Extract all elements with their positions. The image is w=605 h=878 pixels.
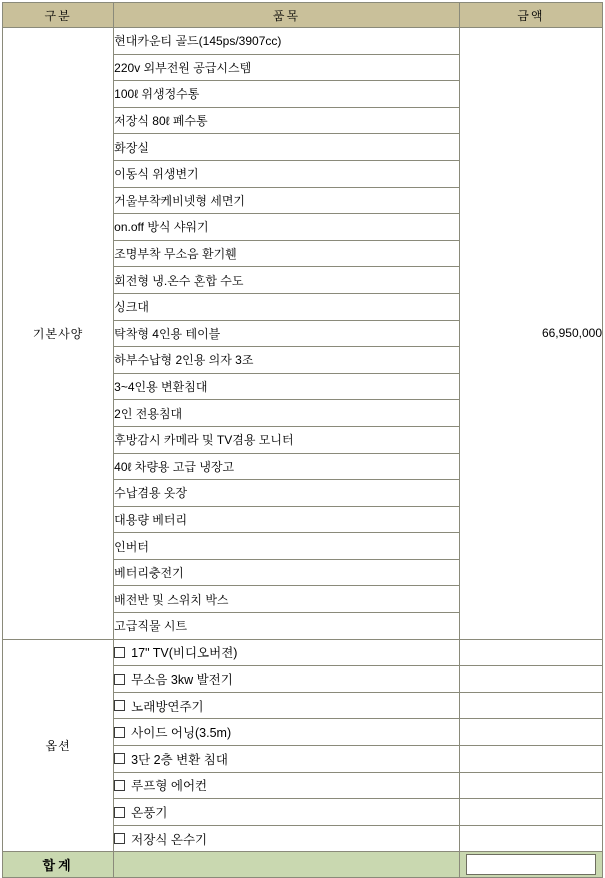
item-label: 탁착형 4인용 테이블 bbox=[114, 320, 460, 347]
item-label: 대용량 베터리 bbox=[114, 506, 460, 533]
option-label: 온풍기 bbox=[131, 806, 168, 821]
item-label: 후방감시 카메라 및 TV겸용 모니터 bbox=[114, 426, 460, 453]
option-item bbox=[114, 746, 460, 773]
amount-option bbox=[459, 692, 602, 719]
item-label: 저장식 80ℓ 폐수통 bbox=[114, 107, 460, 134]
option-item bbox=[114, 772, 460, 799]
header-category: 구분 bbox=[3, 3, 114, 28]
checkbox-icon[interactable] bbox=[114, 647, 125, 658]
amount-option bbox=[459, 799, 602, 826]
item-label: 거울부착케비넷형 세면기 bbox=[114, 187, 460, 214]
option-label: 루프형 에어컨 bbox=[131, 779, 208, 794]
option-label: 노래방연주기 bbox=[131, 699, 204, 714]
item-label: 이동식 위생변기 bbox=[114, 160, 460, 187]
item-label: 베터리충전기 bbox=[114, 559, 460, 586]
option-label: 3단 2층 변환 침대 bbox=[131, 752, 228, 767]
category-option-label: 옵션 bbox=[3, 639, 114, 852]
amount-option bbox=[459, 825, 602, 852]
total-label: 합계 bbox=[3, 852, 114, 878]
item-label: 2인 전용침대 bbox=[114, 400, 460, 427]
header-item: 품목 bbox=[114, 3, 460, 28]
header-amount: 금액 bbox=[459, 3, 602, 28]
amount-option bbox=[459, 639, 602, 666]
checkbox-icon[interactable] bbox=[114, 674, 125, 685]
amount-basic: 66,950,000 bbox=[459, 28, 602, 640]
checkbox-icon[interactable] bbox=[114, 700, 125, 711]
specification-table bbox=[2, 2, 603, 878]
item-label: 싱크대 bbox=[114, 293, 460, 320]
checkbox-icon[interactable] bbox=[114, 753, 125, 764]
item-label: 고급직물 시트 bbox=[114, 613, 460, 640]
option-item bbox=[114, 799, 460, 826]
item-label: 배전반 및 스위치 박스 bbox=[114, 586, 460, 613]
option-label: 저장식 온수기 bbox=[131, 832, 208, 847]
option-label: 17" TV(비디오버젼) bbox=[131, 646, 238, 661]
option-item bbox=[114, 825, 460, 852]
item-label: 현대카운티 골드(145ps/3907cc) bbox=[114, 28, 460, 55]
item-label: 회전형 냉.온수 혼합 수도 bbox=[114, 267, 460, 294]
total-spacer bbox=[114, 852, 460, 878]
total-amount-input[interactable] bbox=[466, 854, 596, 875]
item-label: on.off 방식 샤워기 bbox=[114, 214, 460, 241]
category-basic-label: 기본사양 bbox=[3, 28, 114, 640]
checkbox-icon[interactable] bbox=[114, 807, 125, 818]
item-label: 40ℓ 차량용 고급 냉장고 bbox=[114, 453, 460, 480]
option-label: 무소음 3kw 발전기 bbox=[131, 673, 233, 688]
item-label: 3~4인용 변환침대 bbox=[114, 373, 460, 400]
item-label: 100ℓ 위생정수통 bbox=[114, 81, 460, 108]
item-label: 인버터 bbox=[114, 533, 460, 560]
total-amount-cell bbox=[459, 852, 602, 878]
option-label: 사이드 어닝(3.5m) bbox=[131, 726, 232, 741]
amount-option bbox=[459, 666, 602, 693]
table-row bbox=[3, 28, 603, 55]
option-item bbox=[114, 639, 460, 666]
table-header-row bbox=[3, 3, 603, 28]
option-item bbox=[114, 719, 460, 746]
item-label: 화장실 bbox=[114, 134, 460, 161]
item-label: 수납겸용 옷장 bbox=[114, 480, 460, 507]
option-item bbox=[114, 692, 460, 719]
item-label: 조명부착 무소음 환기휀 bbox=[114, 240, 460, 267]
amount-option bbox=[459, 719, 602, 746]
amount-option bbox=[459, 772, 602, 799]
option-item bbox=[114, 666, 460, 693]
checkbox-icon[interactable] bbox=[114, 727, 125, 738]
item-label: 하부수납형 2인용 의자 3조 bbox=[114, 347, 460, 374]
checkbox-icon[interactable] bbox=[114, 780, 125, 791]
amount-option bbox=[459, 746, 602, 773]
item-label: 220v 외부전원 공급시스템 bbox=[114, 54, 460, 81]
total-row bbox=[3, 852, 603, 878]
table-row bbox=[3, 639, 603, 666]
checkbox-icon[interactable] bbox=[114, 833, 125, 844]
